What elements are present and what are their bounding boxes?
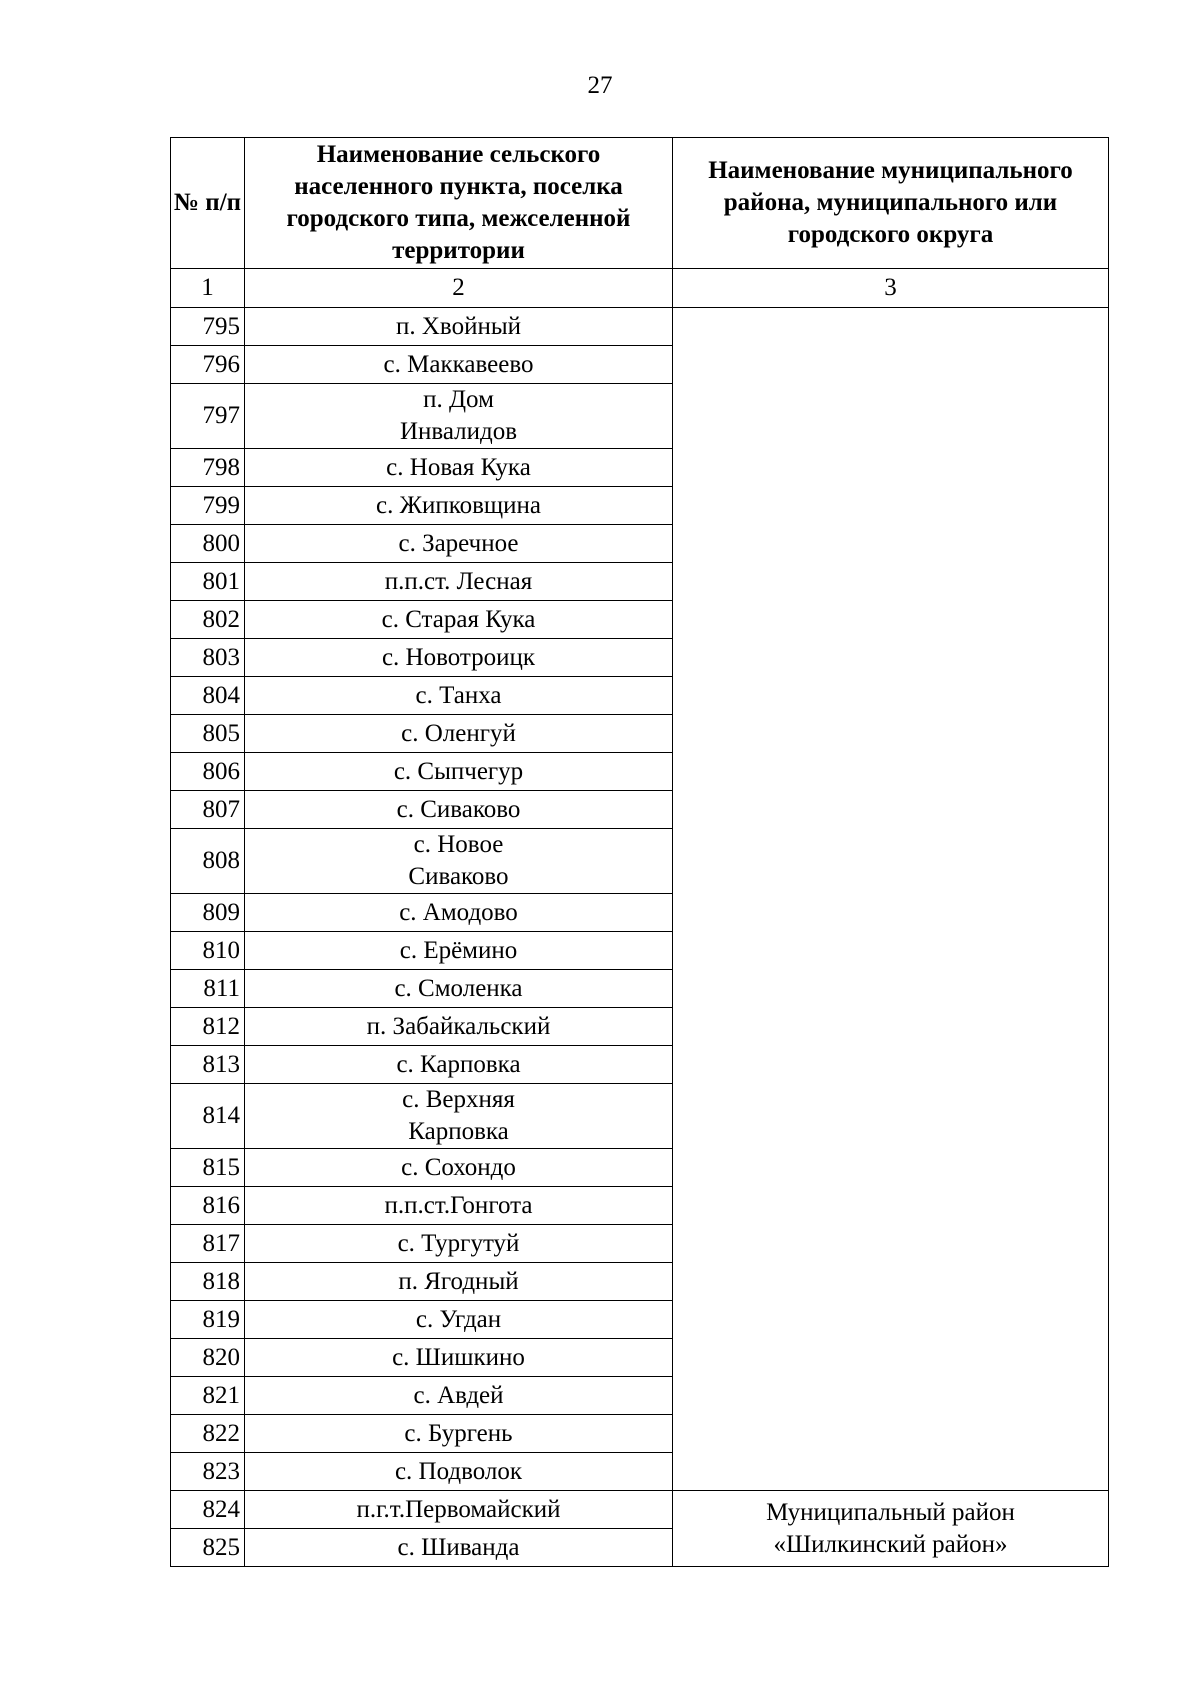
row-number: 813 [171,1046,245,1084]
settlement-name: п.г.т.Первомайский [245,1491,673,1529]
settlement-name: с. Танха [245,677,673,715]
settlement-name: с. Маккавеево [245,346,673,384]
row-number: 803 [171,639,245,677]
row-number: 799 [171,487,245,525]
page-number: 27 [587,72,613,99]
table-header-row [171,138,1109,269]
settlement-name: п. Ягодный [245,1263,673,1301]
row-number: 820 [171,1339,245,1377]
row-number: 815 [171,1149,245,1187]
column-number-row [171,269,1109,308]
row-number: 824 [171,1491,245,1529]
row-number: 798 [171,449,245,487]
table-row [171,308,1109,346]
row-number: 806 [171,753,245,791]
row-number: 816 [171,1187,245,1225]
header-district-name: Наименование муниципального района, муниципального или городского округа [673,138,1109,269]
settlement-name: с. Новая Кука [245,449,673,487]
row-number: 804 [171,677,245,715]
settlement-name: п.п.ст. Лесная [245,563,673,601]
row-number: 811 [171,970,245,1008]
row-number: 809 [171,894,245,932]
settlement-name: с. Заречное [245,525,673,563]
settlement-name: с. Авдей [245,1377,673,1415]
settlement-name: с. Оленгуй [245,715,673,753]
row-number: 805 [171,715,245,753]
row-number: 823 [171,1453,245,1491]
settlements-table [170,137,1109,1567]
settlement-name: с. Верхняя Карповка [245,1084,673,1149]
row-number: 814 [171,1084,245,1149]
row-number: 819 [171,1301,245,1339]
settlement-name: с. Ерёмино [245,932,673,970]
settlement-name: с. Бургень [245,1415,673,1453]
header-settlement-name: Наименование сельского населенного пункта, поселка городского типа, межселенной территории [245,138,673,269]
row-number: 817 [171,1225,245,1263]
settlement-name: с. Сохондо [245,1149,673,1187]
settlement-name: с. Сиваково [245,791,673,829]
district-name: Муниципальный район «Шилкинский район» [673,1491,1109,1567]
row-number: 821 [171,1377,245,1415]
row-number: 825 [171,1529,245,1567]
settlement-name: с. Новое Сиваково [245,829,673,894]
settlement-name: с. Шишкино [245,1339,673,1377]
district-name [673,308,1109,1491]
row-number: 822 [171,1415,245,1453]
header-number: № п/п [171,138,245,269]
row-number: 795 [171,308,245,346]
settlement-name: п. Забайкальский [245,1008,673,1046]
row-number: 796 [171,346,245,384]
settlement-name: с. Карповка [245,1046,673,1084]
settlement-name: с. Жипковщина [245,487,673,525]
column-number-2: 2 [245,269,673,308]
row-number: 797 [171,384,245,449]
settlement-name: с. Старая Кука [245,601,673,639]
row-number: 810 [171,932,245,970]
row-number: 802 [171,601,245,639]
settlement-name: с. Угдан [245,1301,673,1339]
settlement-name: с. Шиванда [245,1529,673,1567]
settlement-name: с. Подволок [245,1453,673,1491]
row-number: 807 [171,791,245,829]
settlement-name: с. Новотроицк [245,639,673,677]
row-number: 800 [171,525,245,563]
row-number: 808 [171,829,245,894]
table-row [171,1491,1109,1529]
settlement-name: п. Дом Инвалидов [245,384,673,449]
column-number-3: 3 [673,269,1109,308]
row-number: 801 [171,563,245,601]
settlement-name: с. Тургутуй [245,1225,673,1263]
settlement-name: п. Хвойный [245,308,673,346]
row-number: 818 [171,1263,245,1301]
settlement-name: с. Сыпчегур [245,753,673,791]
settlement-name: с. Амодово [245,894,673,932]
column-number-1: 1 [171,269,245,308]
settlement-name: с. Смоленка [245,970,673,1008]
settlement-name: п.п.ст.Гонгота [245,1187,673,1225]
row-number: 812 [171,1008,245,1046]
